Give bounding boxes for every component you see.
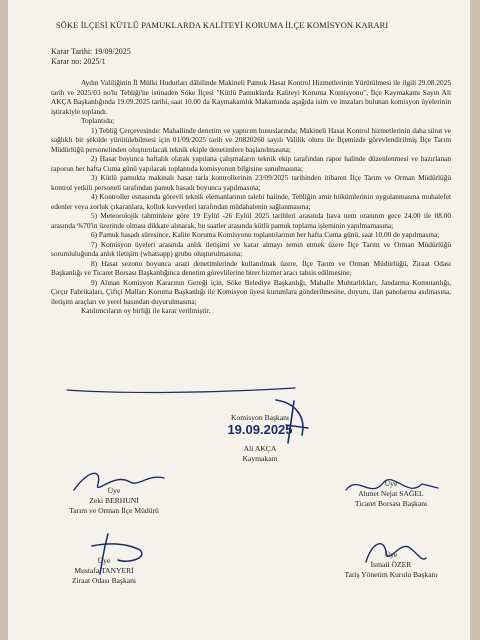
- member-3-name: Mustafa TANYERİ: [74, 566, 134, 575]
- member-1-name: Zeki BERHUNİ: [89, 496, 139, 505]
- decision-item-2: 2) Hasat boyunca haftalık olarak yapılana çalışmaların teknik ekip tarafından rapor halinde düzenlenmesi ve hazırlanan raporun her hafta Cuma günü yapılacak toplantıda komisyonun bilgisine sunulmasına;: [51, 154, 451, 173]
- member-2-role: Üye: [384, 479, 398, 488]
- member-4-role: Üye: [384, 550, 398, 559]
- decision-item-8: 8) Hasat sezonu boyunca arazi denetimlerinde kullanılmak üzere, İlçe Tarım ve Orman Müdürlüğü, Ziraat Odası Başkanlığı ve Ticaret Borsası Başkanlığınca denetim görevlilerine birer hizmet aracı tahsis edilmesine;: [51, 258, 451, 277]
- chair-signature: [266, 395, 326, 450]
- document-title: SÖKE İLÇESİ KÜTLÜ PAMUKLARDA KALİTEYİ KORUMA İLÇE KOMİSYON KARARI: [56, 21, 389, 30]
- decision-date: Karar Tarihi: 19/09/2025: [51, 47, 131, 56]
- member-4-name: İsmail ÖZER: [370, 560, 412, 569]
- chair-date-handwritten: 19.09.2025: [227, 422, 293, 437]
- decision-item-4: 4) Kontroller esnasında görevli teknik elemanlarının talebi halinde, Tebliğin amir hükümlerinin uygulanmasına muhalefet edenler veya zorluk çıkaranlara, kolluk kuvvetleri tarafından müdahalenin sağlanmasına;: [51, 192, 451, 211]
- agenda-label: Toplantıda;: [81, 116, 115, 125]
- document-body: [51, 78, 451, 316]
- chair-title: Kaymakam: [242, 454, 278, 463]
- decision-number: Karar no: 2025/1: [51, 57, 106, 66]
- member-3-title: Ziraat Odası Başkanı: [71, 576, 137, 585]
- intro-paragraph: Aydın Valiliğinin İl Mülki Hudutları dâhilinde Makineli Pamuk Hasat Kontrol Hizmetlerinin Yürütülmesi ile ilgili 29.08.2025 tarih ve 2025/03 no'lu Tebliği'ne istinaden Söke İlçesi "Kütlü Pamuklarda Kaliteyi Koruma Komisyonu", İlçe Kaymakamı Sayın Ali AKÇA Başkanlığında 19.09.2025 tarihi, saat 10.00 da Kaymakamlık Makamında aşağıda isim ve imzaları bulunan komisyon üyelerinin iştirakiyle toplandı.: [51, 78, 451, 116]
- decision-item-5: 5) Meteorolojik tahminlere göre 19 Eylül -26 Eylül 2025 tarihleri arasında hava nem oranının gece 24.00 ile 08.00 arasında %70'in üzerinde olması dikkate alınarak, bu saatler arasında kütlü pamuk toplama işleminin yapılmamasına;: [51, 211, 451, 230]
- member-2-name: Ahmet Nejat SAĞEL: [358, 489, 424, 498]
- decision-item-7: 7) Komisyon üyeleri arasında anlık iletişimi ve karar almayı temin etmek üzere İlçe Tarım ve Orman Müdürlüğü sorumluluğunda anlık iletişim (whatsapp) grubu oluşturulmasına;: [51, 239, 451, 258]
- member-2-title: Ticaret Borsası Başkanı: [354, 499, 428, 508]
- decision-item-1: 1) Tebliğ Çerçevesinde: Mahallinde denetim ve yaptırım hususlarında; Makineli Hasat Kontrol hizmetlerinin daha sürat ve sağlıklı bir şekilde yürütülebilmesi için 01/09/2025 tarih ve 20820260 sayılı Valilik oluru ile İlçemizde görevlendirilmiş İlçe Tarım Müdürlüğü personelinden oluşturulacak teknik ekiple denetimlere başlanılmasına;: [51, 125, 451, 154]
- member-1-title: Tarım ve Orman İlçe Müdürü: [69, 506, 159, 515]
- decision-item-6: 6) Pamuk hasadı süresince, Kalite Koruma Komisyonu toplantılarının her hafta Cuma günü, saat 10.00 de yapılmasına;: [91, 230, 440, 239]
- member-3-role: Üye: [97, 556, 111, 565]
- decision-item-3: 3) Kütlü pamukta makinalı hasat tarla kontrollerinin 23/09/2025 tarihinden itibaren İlçe Tarım ve Orman Müdürlüğü kontrol yetkili personeli tarafından pamuk hasadı boyunca yapılmasına;: [51, 173, 451, 192]
- chair-role: Komisyon Başkanı: [230, 413, 289, 422]
- member-4-title: Tariş Yönetim Kurulu Başkanı: [344, 570, 438, 579]
- document-page: [8, 0, 470, 640]
- member-1-role: Üye: [107, 486, 121, 495]
- chair-name: Ali AKÇA: [243, 444, 277, 453]
- decision-item-9: 9) Alınan Komisyon Kararının Gereği için, Söke Belediye Başkanlığı, Mahalle Muhtarlıkları, Jandarma Komutanlığı, Çırçır Fabrikaları, Çiftçi Malları Koruma Başkanlığı ile Komisyon üyesi kurumlara gönderilmesine, duyuru, ilan panolarına asılmasına, iletişim araçları ve yerel basından duyurulmasına;: [51, 277, 451, 306]
- closing-statement: Katılımcıların oy birliği ile karar verilmiştir.: [81, 306, 211, 315]
